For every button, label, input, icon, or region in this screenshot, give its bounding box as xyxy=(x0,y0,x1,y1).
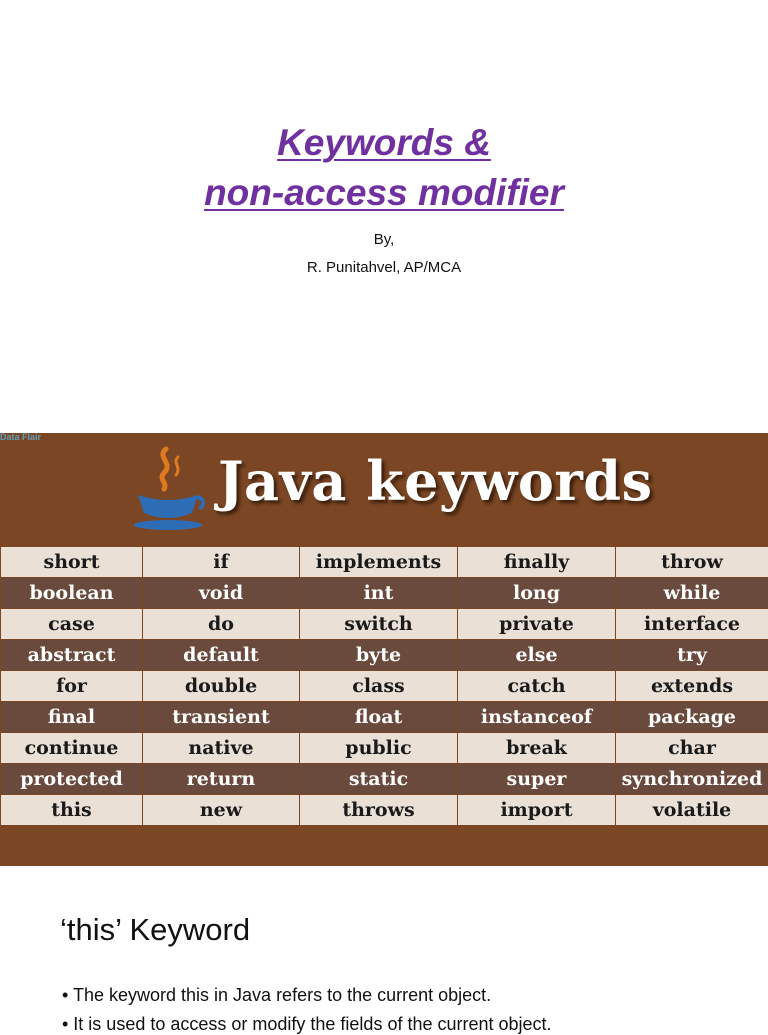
keyword-cell: static xyxy=(300,764,458,795)
keyword-cell: default xyxy=(143,640,300,671)
keyword-row xyxy=(1,702,768,733)
keyword-cell: do xyxy=(143,609,300,640)
this-keyword-slide xyxy=(0,866,768,1024)
java-keywords-slide xyxy=(0,433,768,866)
keyword-cell: extends xyxy=(616,671,768,702)
keyword-cell: catch xyxy=(458,671,616,702)
watermark-text: Data Flair xyxy=(0,433,41,442)
keyword-cell: case xyxy=(1,609,143,640)
java-coffee-cup-icon xyxy=(128,443,208,533)
keyword-row xyxy=(1,578,768,609)
bullet-item: • It is used to access or modify the fields of the current object. xyxy=(62,1014,552,1035)
keyword-row xyxy=(1,764,768,795)
keyword-cell: public xyxy=(300,733,458,764)
slide-title: ‘this’ Keyword xyxy=(60,912,250,948)
keyword-cell: double xyxy=(143,671,300,702)
keyword-cell: for xyxy=(1,671,143,702)
keyword-cell: switch xyxy=(300,609,458,640)
keyword-cell: int xyxy=(300,578,458,609)
keyword-row xyxy=(1,671,768,702)
byline-label: By, xyxy=(0,231,768,248)
keyword-row xyxy=(1,733,768,764)
keyword-row xyxy=(1,640,768,671)
keyword-cell: void xyxy=(143,578,300,609)
keyword-cell: final xyxy=(1,702,143,733)
keyword-row xyxy=(1,547,768,578)
keyword-cell: transient xyxy=(143,702,300,733)
slide-title-line-1: Keywords & xyxy=(0,118,768,168)
keyword-cell: super xyxy=(458,764,616,795)
keyword-cell: else xyxy=(458,640,616,671)
keyword-row xyxy=(1,609,768,640)
keyword-cell: boolean xyxy=(1,578,143,609)
keyword-cell: continue xyxy=(1,733,143,764)
keyword-cell: char xyxy=(616,733,768,764)
keyword-cell: float xyxy=(300,702,458,733)
keyword-cell: package xyxy=(616,702,768,733)
slide-title: Java keywords xyxy=(218,441,652,521)
keyword-cell: synchronized xyxy=(616,764,768,795)
keyword-cell: class xyxy=(300,671,458,702)
keyword-cell: long xyxy=(458,578,616,609)
keyword-cell: volatile xyxy=(616,795,768,826)
author-name: R. Punitahvel, AP/MCA xyxy=(0,259,768,276)
keyword-cell: interface xyxy=(616,609,768,640)
slide-title-line-2: non-access modifier xyxy=(0,168,768,218)
keyword-cell: if xyxy=(143,547,300,578)
keyword-cell: break xyxy=(458,733,616,764)
keyword-cell: this xyxy=(1,795,143,826)
keyword-cell: protected xyxy=(1,764,143,795)
keyword-cell: byte xyxy=(300,640,458,671)
keywords-table xyxy=(0,546,768,826)
keyword-cell: import xyxy=(458,795,616,826)
bullet-item: • The keyword this in Java refers to the current object. xyxy=(62,985,491,1006)
keyword-cell: while xyxy=(616,578,768,609)
keywords-header xyxy=(0,433,768,543)
keyword-cell: try xyxy=(616,640,768,671)
keyword-cell: native xyxy=(143,733,300,764)
keyword-cell: throw xyxy=(616,547,768,578)
keyword-cell: abstract xyxy=(1,640,143,671)
keyword-cell: short xyxy=(1,547,143,578)
title-slide xyxy=(0,0,768,433)
keyword-cell: return xyxy=(143,764,300,795)
keyword-cell: private xyxy=(458,609,616,640)
keyword-cell: implements xyxy=(300,547,458,578)
keyword-cell: finally xyxy=(458,547,616,578)
keyword-row xyxy=(1,795,768,826)
keyword-cell: instanceof xyxy=(458,702,616,733)
keyword-cell: new xyxy=(143,795,300,826)
keyword-cell: throws xyxy=(300,795,458,826)
